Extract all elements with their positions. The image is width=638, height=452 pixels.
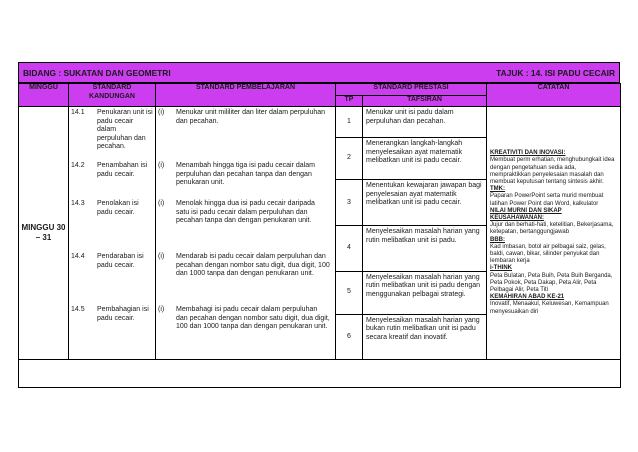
catatan-heading: BBB: [490,236,506,243]
tajuk-title: TAJUK : 14. ISI PADU CECAIR [496,67,615,78]
tp-5: 5 [336,271,363,314]
col-standard-pembelajaran: STANDARD PEMBELAJARAN [156,84,336,107]
sk-item: 14.2 Penambahan isi padu cecair. [71,162,148,178]
catatan-heading: i-THINK [490,265,513,272]
col-minggu: MINGGU [19,84,69,107]
catatan-text: Inovatif, Menaakul, Keluwesan, Kemampuan menyesuaikan diri [490,301,609,315]
col-tp: TP [336,96,363,107]
sp-item: (i) Mendarab isi padu cecair dalam perpuluhan dan pecahan dengan nombor satu digit, dua digit, 100 dan 1000 tanpa dan dengan penukaran unit. [158,253,330,278]
tp-2: 2 [336,138,363,180]
sk-item: 14.1 Penukaran unit isi padu cecair dalam perpuluhan dan pecahan. [71,109,153,151]
tafsiran-3: Menentukan kewajaran jawapan bagi penyelesaian ayat matematik melibatkan unit isi padu cecair. [363,180,487,226]
title-bar [18,62,620,83]
col-standard-prestasi: STANDARD PRESTASI [336,84,487,96]
col-standard-kandungan: STANDARD KANDUNGAN [69,84,156,107]
catatan-text: Peta Bulatan, Peta Buih, Peta Buih Berganda, Peta Pokok, Peta Dakap, Peta Alir, Peta Pelbagai Alir, Peta Titi [490,272,613,294]
sp-item: (i) Menukar unit mililiter dan liter dalam perpuluhan dan pecahan. [158,109,326,125]
tafsiran-2: Menerangkan langkah-langkah menyelesaikan ayat matematik melibatkan unit isi padu cecair. [363,138,487,180]
empty-footer-row [19,360,621,388]
tafsiran-5: Menyelesaikan masalah harian yang rutin melibatkan unit isi padu dengan menggunakan pelbagai strategi. [363,271,487,314]
catatan-heading: KREATIVITI DAN INOVASI: [490,150,566,157]
standard-pembelajaran-cell [156,107,336,360]
catatan-text: Paparan PowerPoint serta murid membuat latihan Power Point dan Word, kalkulator [490,193,604,207]
catatan-heading: KEMAHIRAN ABAD KE-21 [490,294,565,301]
tafsiran-4: Menyelesaikan masalah harian yang rutin melibatkan unit isi padu. [363,226,487,271]
bidang-title: BIDANG : SUKATAN DAN GEOMETRI [23,67,171,78]
tp-1: 1 [336,107,363,138]
catatan-text: Membuat perm erhatian, menghubungkait idea dengan pengetahuan sedia ada, mempraktikkan penyelesaian masalah dan membuat keputusan tentang sintesis akhir. [490,157,615,185]
catatan-heading: TMK: [490,186,506,193]
sk-item: 14.4 Pendaraban isi padu cecair. [71,253,144,269]
tafsiran-1: Menukar unit isi padu dalam perpuluhan dan pecahan. [363,107,487,138]
sk-item: 14.3 Penolakan isi padu cecair. [71,200,139,216]
sk-item: 14.5 Pembahagian isi padu cecair. [71,306,149,322]
standard-kandungan-cell [69,107,156,360]
sp-item: (i) Menolak hingga dua isi padu cecair daripada satu isi padu cecair dalam perpuluhan dan pecahan tanpa dan dengan penukaran unit. [158,200,315,225]
tp-6: 6 [336,314,363,359]
minggu-value: MINGGU 30 – 31 [19,107,69,360]
catatan-text: Kad imbasan, botol air pelbagai saiz, gelas, baldi, cawan, bikar, silinder penyukat dan lembaran kerja [490,243,606,265]
col-catatan: CATATAN [487,84,621,107]
lesson-table [18,83,621,388]
catatan-cell [487,107,621,360]
catatan-heading: NILAI MURNI DAN SIKAP KEUSAHAWANAN: [490,207,562,221]
sp-item: (i) Membahagi isi padu cecair dalam perpuluhan dan pecahan dengan nombor satu digit, dua digit, 100 dan 1000 tanpa dan dengan penukaran unit. [158,306,330,331]
tafsiran-6: Menyelesaikan masalah harian yang bukan rutin melibatkan unit isi padu secara kreatif dan inovatif. [363,314,487,359]
tp-4: 4 [336,226,363,271]
lesson-plan-page [18,62,620,390]
sp-item: (i) Menambah hingga tiga isi padu cecair dalam perpuluhan dan pecahan tanpa dan dengan penukaran unit. [158,162,315,187]
col-tafsiran: TAFSIRAN [363,96,487,107]
tp-3: 3 [336,180,363,226]
catatan-text: Jujur dan berhati-hati, ketelitian, Bekerjasama, ketepatan, bertanggungjawab [490,222,614,236]
